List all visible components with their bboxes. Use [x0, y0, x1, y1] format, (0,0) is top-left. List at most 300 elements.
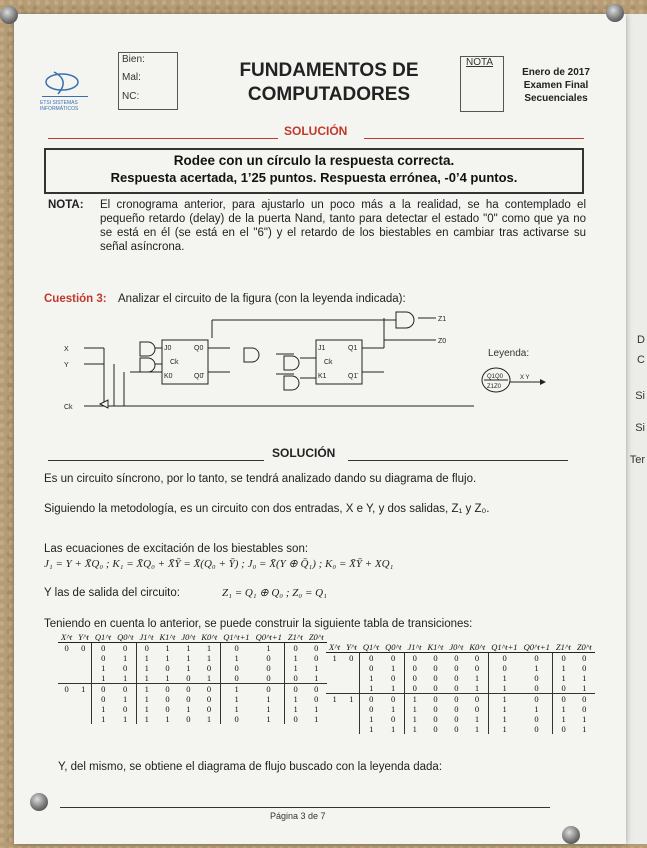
table-cell: 0: [220, 643, 252, 654]
grade-label-mal: Mal:: [122, 72, 141, 83]
table-cell: 0: [474, 704, 480, 714]
exam-info: [508, 66, 604, 105]
table-cell: 0: [285, 673, 306, 684]
solution-p6: Y, del mismo, se obtiene el diagrama de flujo buscado con la leyenda dada:: [58, 761, 443, 773]
table-cell: 0: [574, 694, 595, 705]
table-cell: 1: [488, 673, 520, 683]
table-cell: 1: [326, 694, 343, 705]
table-cell: 0: [157, 684, 179, 695]
xor-gate: [396, 312, 414, 328]
table-cell: 1: [137, 673, 157, 684]
table-cell: 1: [220, 684, 252, 695]
table-cell: 0: [454, 683, 459, 693]
table-row: [326, 694, 595, 705]
table-row: [326, 663, 595, 673]
table-header: Q0^t: [114, 632, 136, 643]
table-header: J1^t: [137, 632, 157, 643]
table-cell: [58, 694, 75, 704]
ff0-pin-k: K0: [164, 373, 173, 380]
solution-p5: Teniendo en cuenta lo anterior, se puede construir la siguiente tabla de transiciones:: [44, 618, 473, 630]
table-cell: 0: [314, 643, 319, 653]
table-cell: 1: [186, 653, 191, 663]
table-header: Q1^t+1: [488, 642, 520, 653]
table-cell: 0: [198, 684, 220, 695]
table-cell: 1: [92, 663, 114, 673]
ff1-pin-ck: Ck: [324, 359, 333, 366]
table-cell: 0: [285, 714, 306, 724]
ff0-pin-qn: Q0̄: [194, 373, 204, 380]
table-cell: 0: [165, 663, 170, 673]
table-cell: [326, 683, 343, 694]
table-header: X^t: [326, 642, 343, 653]
table-cell: 0: [306, 684, 327, 695]
table-cell: 0: [454, 663, 459, 673]
table-cell: 1: [314, 704, 319, 714]
table-cell: 0: [474, 653, 480, 663]
table-cell: 1: [122, 694, 128, 704]
table-cell: 0: [360, 663, 382, 673]
table-cell: 1: [488, 724, 520, 734]
table-cell: 0: [433, 663, 438, 673]
table-cell: 0: [122, 663, 128, 673]
table-cell: 1: [165, 653, 170, 663]
table-cell: 1: [360, 683, 382, 694]
side-fragment: Ter: [629, 454, 645, 466]
table-header: Z0^t: [306, 632, 327, 643]
table-header: J0^t: [446, 642, 466, 653]
table-row: [58, 694, 327, 704]
table-cell: 0: [433, 724, 438, 734]
table-cell: 1: [553, 704, 574, 714]
table-cell: 0: [488, 663, 520, 673]
table-cell: 1: [285, 704, 306, 714]
table-row: [58, 714, 327, 724]
table-cell: [326, 663, 343, 673]
solution-p2: Siguiendo la metodología, es un circuito con dos entradas, X e Y, y dos salidas, Z₁ y Z₀.: [44, 503, 490, 515]
ff1-pin-j: J1: [318, 345, 326, 352]
footer-line: [60, 807, 550, 808]
table-cell: 0: [285, 643, 306, 654]
table-cell: 0: [178, 684, 198, 695]
table-header: Q0^t: [382, 642, 404, 653]
course-title-1: FUNDAMENTOS DE: [239, 60, 419, 81]
table-cell: 1: [405, 694, 425, 705]
table-cell: 1: [360, 673, 382, 683]
table-cell: 0: [382, 694, 404, 705]
table-cell: 1: [553, 663, 574, 673]
table-cell: 0: [390, 653, 396, 663]
table-cell: [75, 704, 92, 714]
table-header: Q1^t+1: [220, 632, 252, 643]
table-cell: 1: [206, 673, 212, 683]
adjacent-sheet: [626, 14, 647, 844]
table-cell: 0: [114, 684, 136, 695]
logo-text: ETSI SISTEMAS INFORMÁTICOS: [40, 100, 79, 112]
instructions-line-2: Respuesta acertada, 1’25 puntos. Respuesta errónea, -0’4 puntos.: [110, 170, 518, 185]
table-cell: 1: [122, 714, 128, 724]
instructions-line-1: Rodee con un círculo la respuesta correcta.: [173, 153, 455, 168]
table-cell: [343, 704, 360, 714]
table-cell: 0: [186, 714, 191, 724]
table-row: [58, 643, 327, 654]
table-cell: 1: [75, 684, 92, 695]
table-cell: 0: [92, 643, 114, 654]
table-cell: 1: [343, 694, 360, 705]
table-cell: [75, 663, 92, 673]
table-cell: 1: [137, 663, 157, 673]
table-cell: 1: [266, 714, 271, 724]
table-cell: 0: [137, 643, 157, 654]
table-cell: 1: [390, 683, 396, 693]
table-row: [326, 704, 595, 714]
table-cell: 1: [405, 724, 425, 734]
table-cell: 0: [521, 694, 553, 705]
table-cell: 0: [582, 653, 587, 663]
table-header: J0^t: [178, 632, 198, 643]
grade-label-bien: Bien:: [122, 54, 145, 65]
table-cell: 0: [553, 724, 574, 734]
table-row: [326, 724, 595, 734]
output-equations: Z₁ = Q₁ ⊕ Q₀ ; Z₀ = Q₁: [222, 587, 327, 599]
table-header: Y^t: [75, 632, 92, 643]
table-cell: 0: [253, 684, 285, 695]
table-cell: 1: [553, 714, 574, 724]
table-cell: 0: [186, 673, 191, 683]
table-cell: 0: [553, 653, 574, 664]
table-cell: 0: [220, 663, 252, 673]
pushpin-icon: [30, 793, 48, 811]
table-cell: 0: [266, 673, 271, 683]
table-cell: 0: [64, 643, 69, 653]
table-cell: 0: [186, 694, 191, 704]
side-fragment: Si: [635, 422, 645, 434]
table-cell: 1: [488, 714, 520, 724]
table-row: [326, 683, 595, 694]
table-cell: 0: [488, 653, 520, 664]
table-cell: 1: [137, 694, 157, 704]
table-cell: 1: [474, 673, 480, 683]
table-cell: 1: [186, 643, 191, 653]
table-cell: [75, 653, 92, 663]
table-cell: 0: [220, 714, 252, 724]
table-cell: 1: [285, 694, 306, 704]
table-row: [58, 663, 327, 673]
solution-p3: Las ecuaciones de excitación de los biestables son:: [44, 543, 309, 555]
table-cell: 1: [488, 683, 520, 694]
table-cell: 0: [405, 663, 425, 673]
table-cell: [58, 653, 75, 663]
table-cell: 0: [206, 704, 212, 714]
table-cell: 0: [474, 663, 480, 673]
table-cell: 1: [534, 704, 539, 714]
table-cell: 0: [534, 714, 539, 724]
table-cell: 0: [165, 694, 170, 704]
input-ck: Ck: [64, 404, 73, 411]
table-cell: [343, 714, 360, 724]
table-cell: 1: [405, 704, 425, 714]
table-cell: 0: [92, 694, 114, 704]
output-z1: Z1: [438, 316, 447, 323]
table-cell: 0: [360, 704, 382, 714]
table-cell: 1: [285, 653, 306, 663]
table-cell: 0: [285, 684, 306, 695]
table-cell: 0: [314, 694, 319, 704]
table-cell: 0: [220, 673, 252, 684]
table-cell: 1: [390, 724, 396, 734]
table-cell: 1: [360, 714, 382, 724]
divider: [348, 460, 568, 461]
table-header: Z1^t: [285, 632, 306, 643]
table-cell: 0: [454, 714, 459, 724]
table-cell: 0: [349, 653, 354, 663]
table-header: Z0^t: [574, 642, 595, 653]
table-cell: [343, 663, 360, 673]
solution-p4: Y las de salida del circuito:: [44, 587, 180, 599]
table-cell: 1: [474, 724, 480, 734]
table-cell: 0: [433, 673, 438, 683]
ff1-pin-qn: Q1̄: [348, 373, 358, 380]
table-cell: 0: [534, 673, 539, 683]
ff1-pin-q: Q1: [348, 345, 358, 352]
table-cell: 0: [454, 653, 459, 663]
legend-diagram: [480, 364, 550, 396]
exam-topic: Secuenciales: [524, 93, 588, 104]
question-text: Analizar el circuito de la figura (con la leyenda indicada):: [118, 293, 406, 305]
transition-table-left: [58, 632, 327, 724]
table-cell: 0: [266, 663, 271, 673]
table-cell: 1: [534, 663, 539, 673]
input-y: Y: [64, 362, 69, 369]
table-cell: 1: [206, 714, 212, 724]
divider: [48, 460, 264, 461]
table-cell: 1: [582, 714, 587, 724]
table-cell: [75, 714, 92, 724]
pushpin-icon: [606, 4, 624, 22]
table-cell: 1: [360, 724, 382, 734]
and-gate: [244, 348, 259, 362]
table-cell: 1: [220, 694, 252, 704]
table-cell: 0: [454, 673, 459, 683]
table-cell: 1: [266, 643, 271, 653]
table-cell: [58, 704, 75, 714]
table-cell: 0: [390, 673, 396, 683]
table-header: Q0^t+1: [521, 642, 553, 653]
table-cell: 0: [206, 694, 212, 704]
side-fragment: C: [637, 354, 645, 366]
question-label: Cuestión 3:: [44, 293, 107, 305]
table-row: [58, 704, 327, 714]
nota-paragraph-text: El cronograma anterior, para ajustarlo un poco más a la realidad, se ha contemplado el pequeño retardo (delay) de la puerta Nand, tanto para detectar el estado "0" como que ya no se está en él (se está en el "6") y el retardo de los biestables en cambiar tras activarse su señal asíncrona.: [100, 199, 586, 253]
table-cell: 0: [58, 684, 75, 695]
legend-state: Q1Q0: [487, 374, 504, 380]
table-cell: 0: [425, 694, 447, 705]
table-cell: 1: [488, 694, 520, 705]
table-cell: [58, 673, 75, 684]
table-cell: 1: [582, 673, 587, 683]
table-cell: 1: [220, 653, 252, 663]
course-title-2: COMPUTADORES: [247, 84, 411, 105]
table-cell: 1: [266, 694, 271, 704]
table-header: X^t: [58, 632, 75, 643]
solucion-heading: SOLUCIÓN: [284, 124, 348, 138]
table-cell: 1: [266, 704, 271, 714]
table-header: J1^t: [405, 642, 425, 653]
legend-out: Z1Z0: [487, 384, 502, 390]
divider: [48, 138, 278, 139]
table-cell: 1: [122, 673, 128, 683]
table-cell: [343, 683, 360, 694]
table-header: K0^t: [198, 632, 220, 643]
table-header: Z1^t: [553, 642, 574, 653]
side-fragment: Si: [635, 390, 645, 402]
legend-label: Leyenda:: [488, 348, 530, 359]
table-cell: 1: [92, 673, 114, 684]
table-row: [326, 653, 595, 664]
page-number: Página 3 de 7: [270, 811, 326, 821]
table-cell: 1: [582, 724, 587, 734]
table-cell: 1: [314, 714, 319, 724]
output-z0: Z0: [438, 338, 447, 345]
table-cell: 0: [122, 643, 128, 653]
table-cell: [326, 673, 343, 683]
table-cell: 0: [314, 653, 319, 663]
table-cell: 0: [92, 653, 114, 663]
table-cell: 0: [534, 653, 539, 663]
table-cell: 0: [92, 684, 114, 695]
table-cell: [343, 673, 360, 683]
nota-label: NOTA: [466, 57, 494, 68]
table-cell: 0: [582, 704, 587, 714]
table-cell: [326, 724, 343, 734]
table-cell: 1: [314, 673, 319, 683]
table-cell: 1: [137, 653, 157, 663]
table-cell: [326, 704, 343, 714]
table-cell: 0: [582, 663, 587, 673]
nand-gate: [140, 358, 155, 372]
table-cell: 1: [390, 704, 396, 714]
table-cell: 0: [360, 653, 382, 664]
input-x: X: [64, 346, 69, 353]
table-cell: 1: [314, 663, 319, 673]
exam-sheet: [14, 14, 626, 844]
instructions-box: [44, 148, 584, 194]
table-cell: 0: [553, 683, 574, 694]
nota-paragraph-label: NOTA:: [48, 199, 84, 211]
table-cell: 0: [405, 683, 425, 694]
table-cell: 0: [433, 653, 438, 663]
table-cell: 1: [405, 714, 425, 724]
table-cell: 1: [488, 704, 520, 714]
table-cell: 0: [466, 694, 488, 705]
table-cell: 0: [553, 694, 574, 705]
pushpin-icon: [562, 826, 580, 844]
table-cell: 1: [165, 673, 170, 683]
ff0-pin-j: J0: [164, 345, 172, 352]
table-cell: 1: [474, 683, 480, 693]
table-cell: 0: [206, 663, 212, 673]
ff0-pin-ck: Ck: [170, 359, 179, 366]
nand-gate: [140, 342, 155, 356]
table-header: Q1^t: [360, 642, 382, 653]
table-cell: 1: [92, 704, 114, 714]
table-header: K0^t: [466, 642, 488, 653]
table-cell: 1: [186, 704, 191, 714]
ff0-pin-q: Q0: [194, 345, 204, 352]
table-cell: 0: [433, 714, 438, 724]
table-cell: 0: [165, 704, 170, 714]
table-header: Q1^t: [92, 632, 114, 643]
table-cell: 0: [81, 643, 86, 653]
side-fragment: D: [637, 334, 645, 346]
table-cell: 1: [165, 714, 170, 724]
table-cell: [58, 663, 75, 673]
table-row: [58, 653, 327, 663]
table-cell: 1: [122, 653, 128, 663]
table-cell: [75, 694, 92, 704]
table-cell: 0: [266, 653, 271, 663]
table-cell: 1: [474, 714, 480, 724]
exam-type: Examen Final: [523, 80, 589, 91]
table-cell: 1: [206, 643, 212, 653]
table-cell: 0: [454, 704, 459, 714]
table-row: [58, 673, 327, 684]
table-row: [326, 714, 595, 724]
table-cell: 0: [122, 704, 128, 714]
table-cell: 1: [92, 714, 114, 724]
table-cell: 0: [446, 694, 466, 705]
table-header: K1^t: [157, 632, 179, 643]
solucion-subheading: SOLUCIÓN: [272, 446, 336, 460]
exam-date: Enero de 2017: [522, 67, 590, 78]
table-cell: 1: [206, 653, 212, 663]
transition-table-right: [326, 642, 595, 734]
divider: [364, 138, 584, 139]
table-cell: [58, 714, 75, 724]
excitation-equations: J₁ = Y + X̄Q₀ ; K₁ = X̄Q₀ + X̄Ȳ = X̄(Q₀ + Ȳ) ; J₀ = X̄(Y ⊕ Q̄₁) ; K₀ = X̄Ȳ + XQ₁: [44, 558, 394, 570]
and-gate: [284, 356, 299, 370]
table-cell: 1: [137, 684, 157, 695]
table-cell: 0: [433, 683, 438, 693]
table-header: Q0^t+1: [253, 632, 285, 643]
table-row: [58, 684, 327, 695]
table-cell: [326, 714, 343, 724]
table-cell: 0: [390, 714, 396, 724]
table-cell: 1: [165, 643, 170, 653]
table-cell: 0: [454, 724, 459, 734]
table-cell: 1: [390, 663, 396, 673]
grade-label-nc: NC:: [122, 91, 140, 102]
table-cell: 0: [405, 673, 425, 683]
table-cell: [75, 673, 92, 684]
table-header: K1^t: [425, 642, 447, 653]
table-header: Y^t: [343, 642, 360, 653]
table-cell: 0: [405, 653, 425, 664]
arrow-icon: [540, 379, 546, 385]
circuit-diagram: [44, 308, 484, 428]
table-cell: 0: [360, 694, 382, 705]
table-cell: 1: [137, 714, 157, 724]
table-cell: 1: [582, 683, 587, 693]
table-cell: 1: [553, 673, 574, 683]
table-cell: 1: [285, 663, 306, 673]
ff1-pin-k: K1: [318, 373, 327, 380]
table-row: [326, 673, 595, 683]
table-cell: 1: [186, 663, 191, 673]
table-cell: 0: [534, 724, 539, 734]
table-cell: 1: [220, 704, 252, 714]
table-cell: 1: [137, 704, 157, 714]
table-cell: 0: [433, 704, 438, 714]
